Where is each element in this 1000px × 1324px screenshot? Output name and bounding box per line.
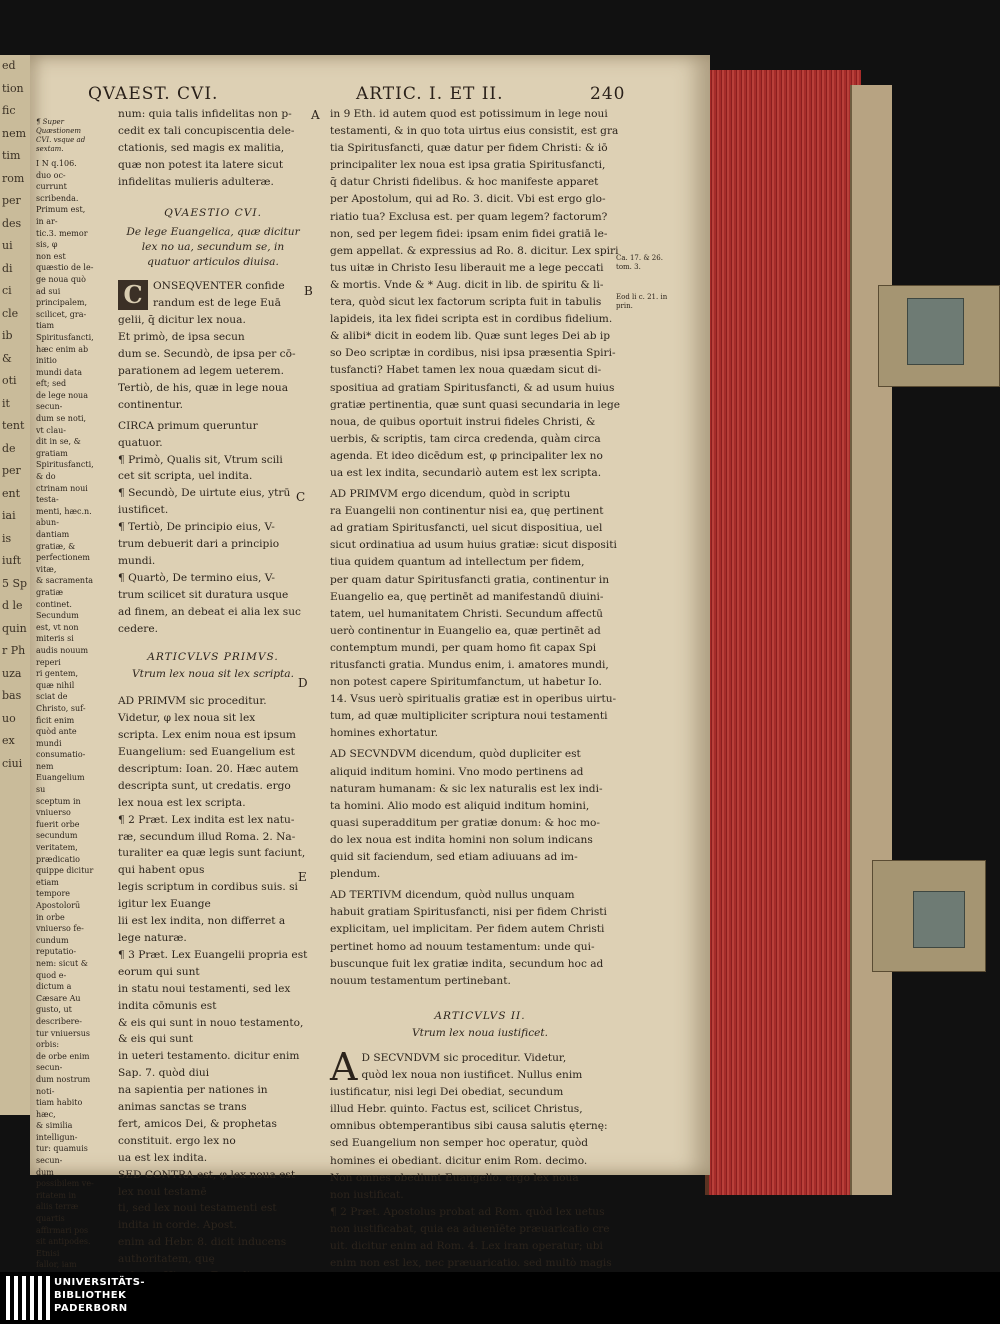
edge-text-fragment: ed <box>2 59 16 72</box>
upper-clasp-metal <box>907 298 964 365</box>
edge-text-fragment: des <box>2 216 22 230</box>
margin-letter-e: E <box>298 870 307 884</box>
article1-title: ARTICVLVS PRIMVS. <box>147 651 279 664</box>
edge-text-fragment: quin <box>2 621 27 635</box>
text-line: non iustificat. <box>330 1188 404 1201</box>
running-head-center: ARTIC. I. ET II. <box>356 84 504 104</box>
gloss-line: ctrinam noui testa- <box>36 483 88 505</box>
edge-text-fragment: per <box>2 464 21 477</box>
edge-text-fragment: ib <box>2 329 13 342</box>
text-line: lii est lex indita, non differret a lege naturæ. <box>118 915 286 944</box>
text-line: sicut ordinatiua ad usum huius gratiæ: sicut dispositi <box>330 539 617 552</box>
text-line: Et primò, de ipsa secun <box>118 331 245 344</box>
text-line: riatio tua? Exclusa est. per quam legem? factorum? <box>330 210 608 223</box>
text-line: uerbis, & scriptis, tam circa credenda, quàm circa <box>330 432 601 445</box>
text-line: noua, de quibus oportuit instrui fideles Christi, & <box>330 415 596 428</box>
margin-letter-d: D <box>298 676 308 690</box>
text-line: ctationis, sed magis ex malitia, <box>118 141 285 154</box>
text-line: ¶ Tertiò, De principio eius, V- <box>118 521 275 534</box>
text-line: quæ non potest ita latere sicut <box>118 158 284 171</box>
text-line: quòd lex noua non iustificet. Nullus enim <box>361 1069 583 1082</box>
edge-text-fragment: & <box>2 351 12 365</box>
text-line: do lex noua est indita homini non solum indicans <box>330 833 593 846</box>
text-line: tusfancti? Habet tamen lex noua quædam sicut di- <box>330 364 602 377</box>
text-line: per Apostolum, qui ad Ro. 3. dicit. Vbi est ergo glo- <box>330 193 606 206</box>
text-line: in ueteri testamento. dicitur enim Sap. 7. quòd diui <box>118 1050 300 1080</box>
edge-text-fragment: ui <box>2 239 13 252</box>
gloss-heading: ¶ Super Quæstionem CVI. vsque ad sextam. <box>36 118 86 153</box>
text-line: 14. Vsus uerò spiritualis gratiæ est in operibus uirtu- <box>330 693 617 706</box>
text-line: ua est lex indita. <box>118 1151 208 1164</box>
drop-cap: C <box>118 280 148 310</box>
library-name-line3: PADERBORN <box>54 1303 128 1314</box>
lower-clasp-metal <box>913 891 965 948</box>
gloss-line: fallor, iam <box>36 1260 77 1270</box>
text-line: tera, quòd sicut lex factorum scripta fuit in tabulis <box>330 296 602 309</box>
ad-primum-text <box>330 486 630 742</box>
text-line: uerò continentur in Euangelio ea, quæ pertinēt ad <box>330 624 601 637</box>
margin-letter-b: B <box>304 284 313 298</box>
question-subtitle: De lege Euangelica, quæ dicitur lex no ua, secundum se, in quatuor articulos diuisa. <box>126 226 300 269</box>
text-line: AD SECVNDVM dicendum, quòd dupliciter est <box>330 748 581 761</box>
library-name-line1: UNIVERSITÄTS- <box>54 1277 146 1288</box>
gloss-line: tic.3. memor sis, φ <box>36 228 88 250</box>
text-line: ONSEQVENTER confide <box>153 280 285 293</box>
text-line: dum se. Secundò, de ipsa per cō- <box>118 348 296 361</box>
text-line: cet sit scripta, uel indita. <box>118 470 253 483</box>
gloss-line: tiam habito hæc, <box>36 1098 83 1119</box>
edge-text-fragment: bas <box>2 689 22 702</box>
text-line: nouum testamentum pertinebant. <box>330 974 511 987</box>
text-line: contemptum mundi, per quam homo fit capax Spi <box>330 641 597 654</box>
text-line: non iustificabat, quia ea aduenīēte præuaricatio cre <box>330 1222 610 1235</box>
gloss-line: ficit enim quòd ante <box>36 715 77 737</box>
text-line: randum est de lege Euā <box>153 297 281 310</box>
text-line: sed Euangelium non semper hoc operatur, quòd <box>330 1137 589 1150</box>
text-line: ad finem, an debeat ei alia lex suc <box>118 605 301 618</box>
text-line: CIRCA primum queruntur <box>118 419 258 432</box>
upper-clasp <box>878 285 1000 387</box>
gloss-line: mundi data eft; sed <box>36 367 82 389</box>
text-line: Non omnes obediunt Euangelio. ergo lex noua <box>330 1171 579 1184</box>
edge-text-fragment: rom <box>2 171 25 185</box>
text-line: homines ei obediant. dicitur enim Rom. decimo. <box>330 1154 588 1167</box>
large-initial: A <box>330 1044 358 1089</box>
text-line: agenda. Et ideo dicēdum est, φ principaliter lex no <box>330 449 603 462</box>
text-line: so Deo scriptæ in cordibus, nisi ipsa præsentia Spiri- <box>330 347 616 360</box>
text-line: gratiæ pertinentia, quæ sunt quasi secundaria in lege <box>330 398 621 411</box>
text-line: spositiua ad gratiam Spiritusfancti, & ad usum huius <box>330 381 615 394</box>
text-line: tiua quidem quantum ad intellectum per fidem, <box>330 556 585 569</box>
text-line: descriptum: Ioan. 20. Hæc autem <box>118 762 299 775</box>
gloss-line: quippe dicitur etiam <box>36 866 94 887</box>
gloss-line: principalem, scilicet, gra- <box>36 298 88 319</box>
gloss-line: veritatem, prædicatio <box>36 843 80 864</box>
ad-tertium-text <box>330 887 630 990</box>
gloss-line: nem Euangelium su <box>36 761 85 795</box>
edge-text-fragment: ex <box>2 734 15 747</box>
text-line: legis scriptum in cordibus suis. si igitur lex Euange <box>118 881 298 911</box>
text-line: AD TERTIVM dicendum, quòd nullus unquam <box>330 889 575 902</box>
margin-note-1: Ca. 17. & 26. tom. 3. <box>616 254 663 271</box>
text-line: omnibus obtemperantibus sibi causa salutis ęternę: <box>330 1120 608 1133</box>
gloss-line: sciat de Christo, suf- <box>36 692 86 713</box>
text-line: na sapientia per nationes in animas sanctas se trans <box>118 1084 268 1114</box>
gloss-line: currunt scribenda. <box>36 182 79 203</box>
text-line: ritusfancti gratia. Mundus enim, i. amatores mundi, <box>330 659 609 671</box>
library-name-line2: BIBLIOTHEK <box>54 1290 127 1301</box>
text-line: ¶ Primò, Qualis sit, Vtrum scili <box>118 453 283 466</box>
circa-lines <box>118 418 308 452</box>
text-line: turaliter ea quæ legis sunt faciunt, qui habent opus <box>118 847 306 877</box>
text-line: tum, ad quæ multipliciter scriptura noui testamenti <box>330 710 608 723</box>
edge-text-fragment: nem <box>2 126 27 140</box>
gloss-line: ritatem in aliis terræ <box>36 1190 79 1212</box>
text-line: non potest capere Spiritumfanctum, ut habetur Io. <box>330 676 602 689</box>
text-line: ua est lex indita, secundariò autem est lex scripta. <box>330 466 602 479</box>
gloss-line: nem: sicut & quod e- <box>36 958 88 980</box>
text-line: D SECVNDVM sic proceditur. Videtur, <box>361 1051 567 1064</box>
intro-lines <box>118 106 308 191</box>
text-line: lapideis, ita lex fidei scripta est in cordibus fidelium. <box>330 313 613 326</box>
gloss-line: menti, hæc.n. abun- <box>36 506 92 528</box>
gloss-line: audis nouum reperi <box>36 645 89 667</box>
text-line: descripta sunt, ut credatis. ergo <box>118 779 291 792</box>
text-line: Tertiò, de his, quæ in lege noua <box>118 381 289 394</box>
library-name <box>54 1276 145 1315</box>
gloss-line: & similia intelligun- <box>36 1121 78 1142</box>
gloss-line: de lege noua secun- <box>36 390 88 412</box>
text-line: AD PRIMVM sic proceditur. <box>118 695 267 708</box>
text-line: ta homini. Alio modo est aliquid inditum homini, <box>330 799 590 812</box>
edge-text-fragment: tent <box>2 419 25 432</box>
text-line: ræ, secundum illud Roma. 2. Na- <box>118 830 296 843</box>
running-head-left: QVAEST. CVI. <box>88 84 219 104</box>
gloss-line: perfectionem vitæ, <box>36 553 90 574</box>
article1-subtitle: Vtrum lex noua sit lex scripta. <box>132 668 294 681</box>
text-line: ¶ Quartò, De termino eius, V- <box>118 571 275 584</box>
text-line: quasi superadditum per gratiæ donum: & hoc mo- <box>330 816 600 829</box>
gloss-line: non est quæstio de le- <box>36 251 94 273</box>
text-line: ra Euangelii non continentur nisi ea, quę pertinent <box>330 505 604 518</box>
text-line: explicitam, uel implicitam. Per fidem autem Christi <box>330 923 605 936</box>
gloss-line: ri gentem, quæ nihil <box>36 669 79 690</box>
edge-text-fragment: ciui <box>2 756 23 770</box>
text-line: principaliter lex noua est ipsa gratia Spiritusfancti, <box>330 159 606 172</box>
gloss-line: dum se noti, vt clau- <box>36 414 87 435</box>
text-line: SED CONTRA est, φ lex noua est lex noui testamē <box>118 1168 296 1198</box>
gloss-line: dum nostrum noti- <box>36 1074 91 1096</box>
text-line: iustificatur, nisi legi Dei obediat, secundum <box>330 1086 564 1099</box>
text-line: tus uitæ in Christo Iesu liberauit me a lege peccati <box>330 261 604 274</box>
gloss-line: dantiam gratiæ, & <box>36 530 76 551</box>
article-list <box>118 452 308 638</box>
text-line: ¶ 2 Præt. Apostolus probat ad Rom. quòd lex uetus <box>330 1205 605 1218</box>
edge-text-fragment: de <box>2 441 16 455</box>
gloss-line: dum possibilem ve- <box>36 1167 94 1189</box>
edge-text-fragment: 5 Sp <box>2 576 28 590</box>
text-line: enim ad Hebr. 8. dicit inducens authoritatem, quę <box>118 1236 287 1266</box>
gloss-line: hæc enim ab initio <box>36 344 89 366</box>
text-line: mundi. <box>118 554 156 567</box>
text-line: aliquid inditum homini. Vno modo pertinens ad <box>330 765 584 778</box>
text-line: per quam datur Spiritusfancti gratia, continentur in <box>330 573 610 586</box>
text-line: non, sed per legem fidei: ipsam enim fidei gratiā le- <box>330 227 608 240</box>
gloss-line: continet. Secundum <box>36 599 79 621</box>
margin-letter-a: A <box>311 108 320 122</box>
red-fore-edge <box>705 70 861 1195</box>
gloss-line: dictum a Cæsare Au <box>36 982 81 1003</box>
text-line: tia Spiritusfancti, quæ datur per fidem Christi: & iō <box>330 142 608 155</box>
text-line: uit. dicitur enim ad Rom. 4. Lex iram operatur; ubi <box>330 1240 603 1252</box>
gloss-line: Spiritusfancti, & do <box>36 460 94 482</box>
gloss-line: tur: quamuis secun- <box>36 1144 88 1166</box>
text-line: scripta. Lex enim noua est ipsum <box>118 729 296 742</box>
text-line: ¶ Secundò, De uirtute eius, ytrū <box>118 487 291 500</box>
gloss-line: fuerit orbe secundum <box>36 819 80 841</box>
library-logo-icon <box>6 1276 50 1320</box>
text-line: q̄ datur Christi fidelibus. & hoc manifeste apparet <box>330 176 599 189</box>
text-line: cedit ex tali concupiscentia dele- <box>118 124 295 137</box>
book-cover-edge <box>850 85 892 1195</box>
gloss-line: mundi consumatio- <box>36 738 86 760</box>
text-line: iustificet. <box>118 504 169 517</box>
edge-text-fragment: tion <box>2 81 24 95</box>
gloss-line: tempore Apostolorū <box>36 889 81 910</box>
text-line: buscunque fuit lex gratiæ indita, secundum hoc ad <box>330 957 604 970</box>
text-line: testamenti, & in quo tota uirtus eius consistit, est gra <box>330 125 619 138</box>
lower-clasp <box>872 860 986 972</box>
text-line: naturam humanam: & sic lex naturalis est lex indi- <box>330 782 603 795</box>
margin-note-2: Eod li c. 21. in prin. <box>616 293 668 310</box>
gloss-line: dit in se, & gratiam <box>36 437 81 458</box>
article2-text <box>330 1044 630 1272</box>
edge-text-fragment: per <box>2 194 21 207</box>
question-title: QVAESTIO CVI. <box>164 206 262 219</box>
text-line: trum scilicet sit duratura usque <box>118 588 289 601</box>
edge-text-fragment: cle <box>2 306 19 320</box>
text-line: gelii, q̄ dicitur lex noua. <box>118 314 246 327</box>
edge-text-fragment: uza <box>2 666 22 680</box>
text-line: num: quia talis infidelitas non p- <box>118 108 292 120</box>
article2-subtitle: Vtrum lex noua iustificet. <box>411 1026 549 1039</box>
edge-text-fragment: ci <box>2 284 12 297</box>
edge-text-fragment: is <box>2 531 12 545</box>
gloss-line: Primum est, in ar- <box>36 205 86 226</box>
text-line: Euangelium: sed Euangelium est <box>118 746 295 758</box>
text-line: ¶ 2 Præt. Lex indita est lex natu- <box>118 813 295 826</box>
edge-text-fragment: di <box>2 261 13 275</box>
text-line: in 9 Eth. id autem quod est potissimum in lege noui <box>330 108 608 120</box>
text-line: fert, amicos Dei, & prophetas constituit. ergo lex no <box>118 1117 277 1147</box>
text-line: in statu noui testamenti, sed lex indita cōmunis est <box>118 982 291 1012</box>
edge-text-fragment: tim <box>2 149 21 162</box>
text-line: pertinet homo ad nouum testamentum: unde qui- <box>330 940 595 953</box>
gloss-line: sit antipodes. Etnisi <box>36 1237 91 1258</box>
text-line: & eis qui sunt in nouo testamento, & eis qui sunt <box>118 1016 304 1046</box>
gloss-line: sceptum in vniuerso <box>36 796 81 818</box>
margin-letter-c: C <box>296 490 306 504</box>
gloss-line: I N q.106. duo oc- <box>36 159 77 180</box>
text-line: gem appellat. & expressius ad Ro. 8. dicitur. Lex spiri <box>330 244 619 257</box>
text-line: illud Hebr. quinto. Factus est, scilicet Christus, <box>330 1103 583 1116</box>
middle-column <box>118 106 308 1272</box>
library-footer <box>0 1272 1000 1324</box>
text-line: ¶ 3 Præt. Lex Euangelii propria est eorum qui sunt <box>118 948 308 978</box>
text-line: continentur. <box>118 398 184 411</box>
text-line: ad gratiam Spiritusfancti, uel sicut dispositiua, uel <box>330 522 603 535</box>
text-line: quid sit faciendum, sed etiam adiuuans ad im- <box>330 851 578 864</box>
text-line: AD PRIMVM ergo dicendum, quòd in scriptu <box>330 488 571 501</box>
edge-text-fragment: fic <box>2 104 16 117</box>
text-line: homines exhortatur. <box>330 727 438 740</box>
edge-text-fragment: iuft <box>2 554 22 567</box>
text-line: parationem ad legem ueterem. <box>118 364 284 377</box>
article1-text <box>118 693 308 1272</box>
text-line: & mortis. Vnde & * Aug. dicit in lib. de spiritu & li- <box>330 278 604 291</box>
gloss-line: tiam Spiritusfancti, <box>36 321 94 342</box>
text-line: Euangelio ea, quę pertinēt ad manifestandū diuini- <box>330 590 604 603</box>
text-line: enim non est lex, nec præuaricatio. sed multò magis <box>330 1257 612 1270</box>
gloss-line: de orbe enim secun- <box>36 1051 90 1073</box>
gloss-line: tur vniuersus orbis: <box>36 1028 91 1050</box>
gloss-line: est, vt non miteris si <box>36 622 79 644</box>
gloss-line: cundum reputatio- <box>36 935 77 957</box>
text-line: plendum. <box>330 868 381 881</box>
ad-secundum-text <box>330 746 630 883</box>
edge-text-fragment: it <box>2 396 10 410</box>
text-line: infidelitas mulieris adulteræ. <box>118 175 274 188</box>
edge-text-fragment: r Ph <box>2 644 26 657</box>
text-line: quatuor. <box>118 436 163 449</box>
respondeo-text <box>330 106 630 482</box>
text-line: trum debuerit dari a principio <box>118 538 280 551</box>
text-line: cedere. <box>118 622 158 635</box>
gloss-line: gusto, ut describere- <box>36 1005 82 1026</box>
edge-text-fragment: ent <box>2 486 21 500</box>
edge-text-fragment: oti <box>2 374 17 387</box>
text-line: lex noua est lex scripta. <box>118 796 246 809</box>
gloss-line: quartis affirmari pos <box>36 1214 89 1235</box>
gloss-lines <box>36 158 94 1272</box>
edge-text-fragment: iai <box>2 509 16 522</box>
edge-text-fragment: d le <box>2 599 23 612</box>
gloss-line: in orbe vniuerso fe- <box>36 912 84 934</box>
gloss-column <box>36 118 94 1272</box>
article2-title: ARTICVLVS II. <box>434 1009 526 1022</box>
text-line: ti, sed lex noui testamenti est indita in corde. Apost. <box>118 1202 277 1232</box>
text-line: Videtur, φ lex noua sit lex <box>118 712 256 725</box>
gloss-line: & sacramenta gratiæ <box>36 576 94 597</box>
text-line: tatem, uel humanitatem Christi. Secundum affectū <box>330 607 603 620</box>
edge-text-fragment: uo <box>2 711 16 725</box>
page-number: 240 <box>590 84 626 104</box>
right-column <box>330 106 630 1272</box>
text-line: & alibi* dicit in eodem lib. Quæ sunt leges Dei ab ip <box>330 330 611 343</box>
gloss-line: ge noua quò ad sui <box>36 274 86 296</box>
text-line: habuit gratiam Spiritusfancti, nisi per fidem Christi <box>330 906 607 919</box>
